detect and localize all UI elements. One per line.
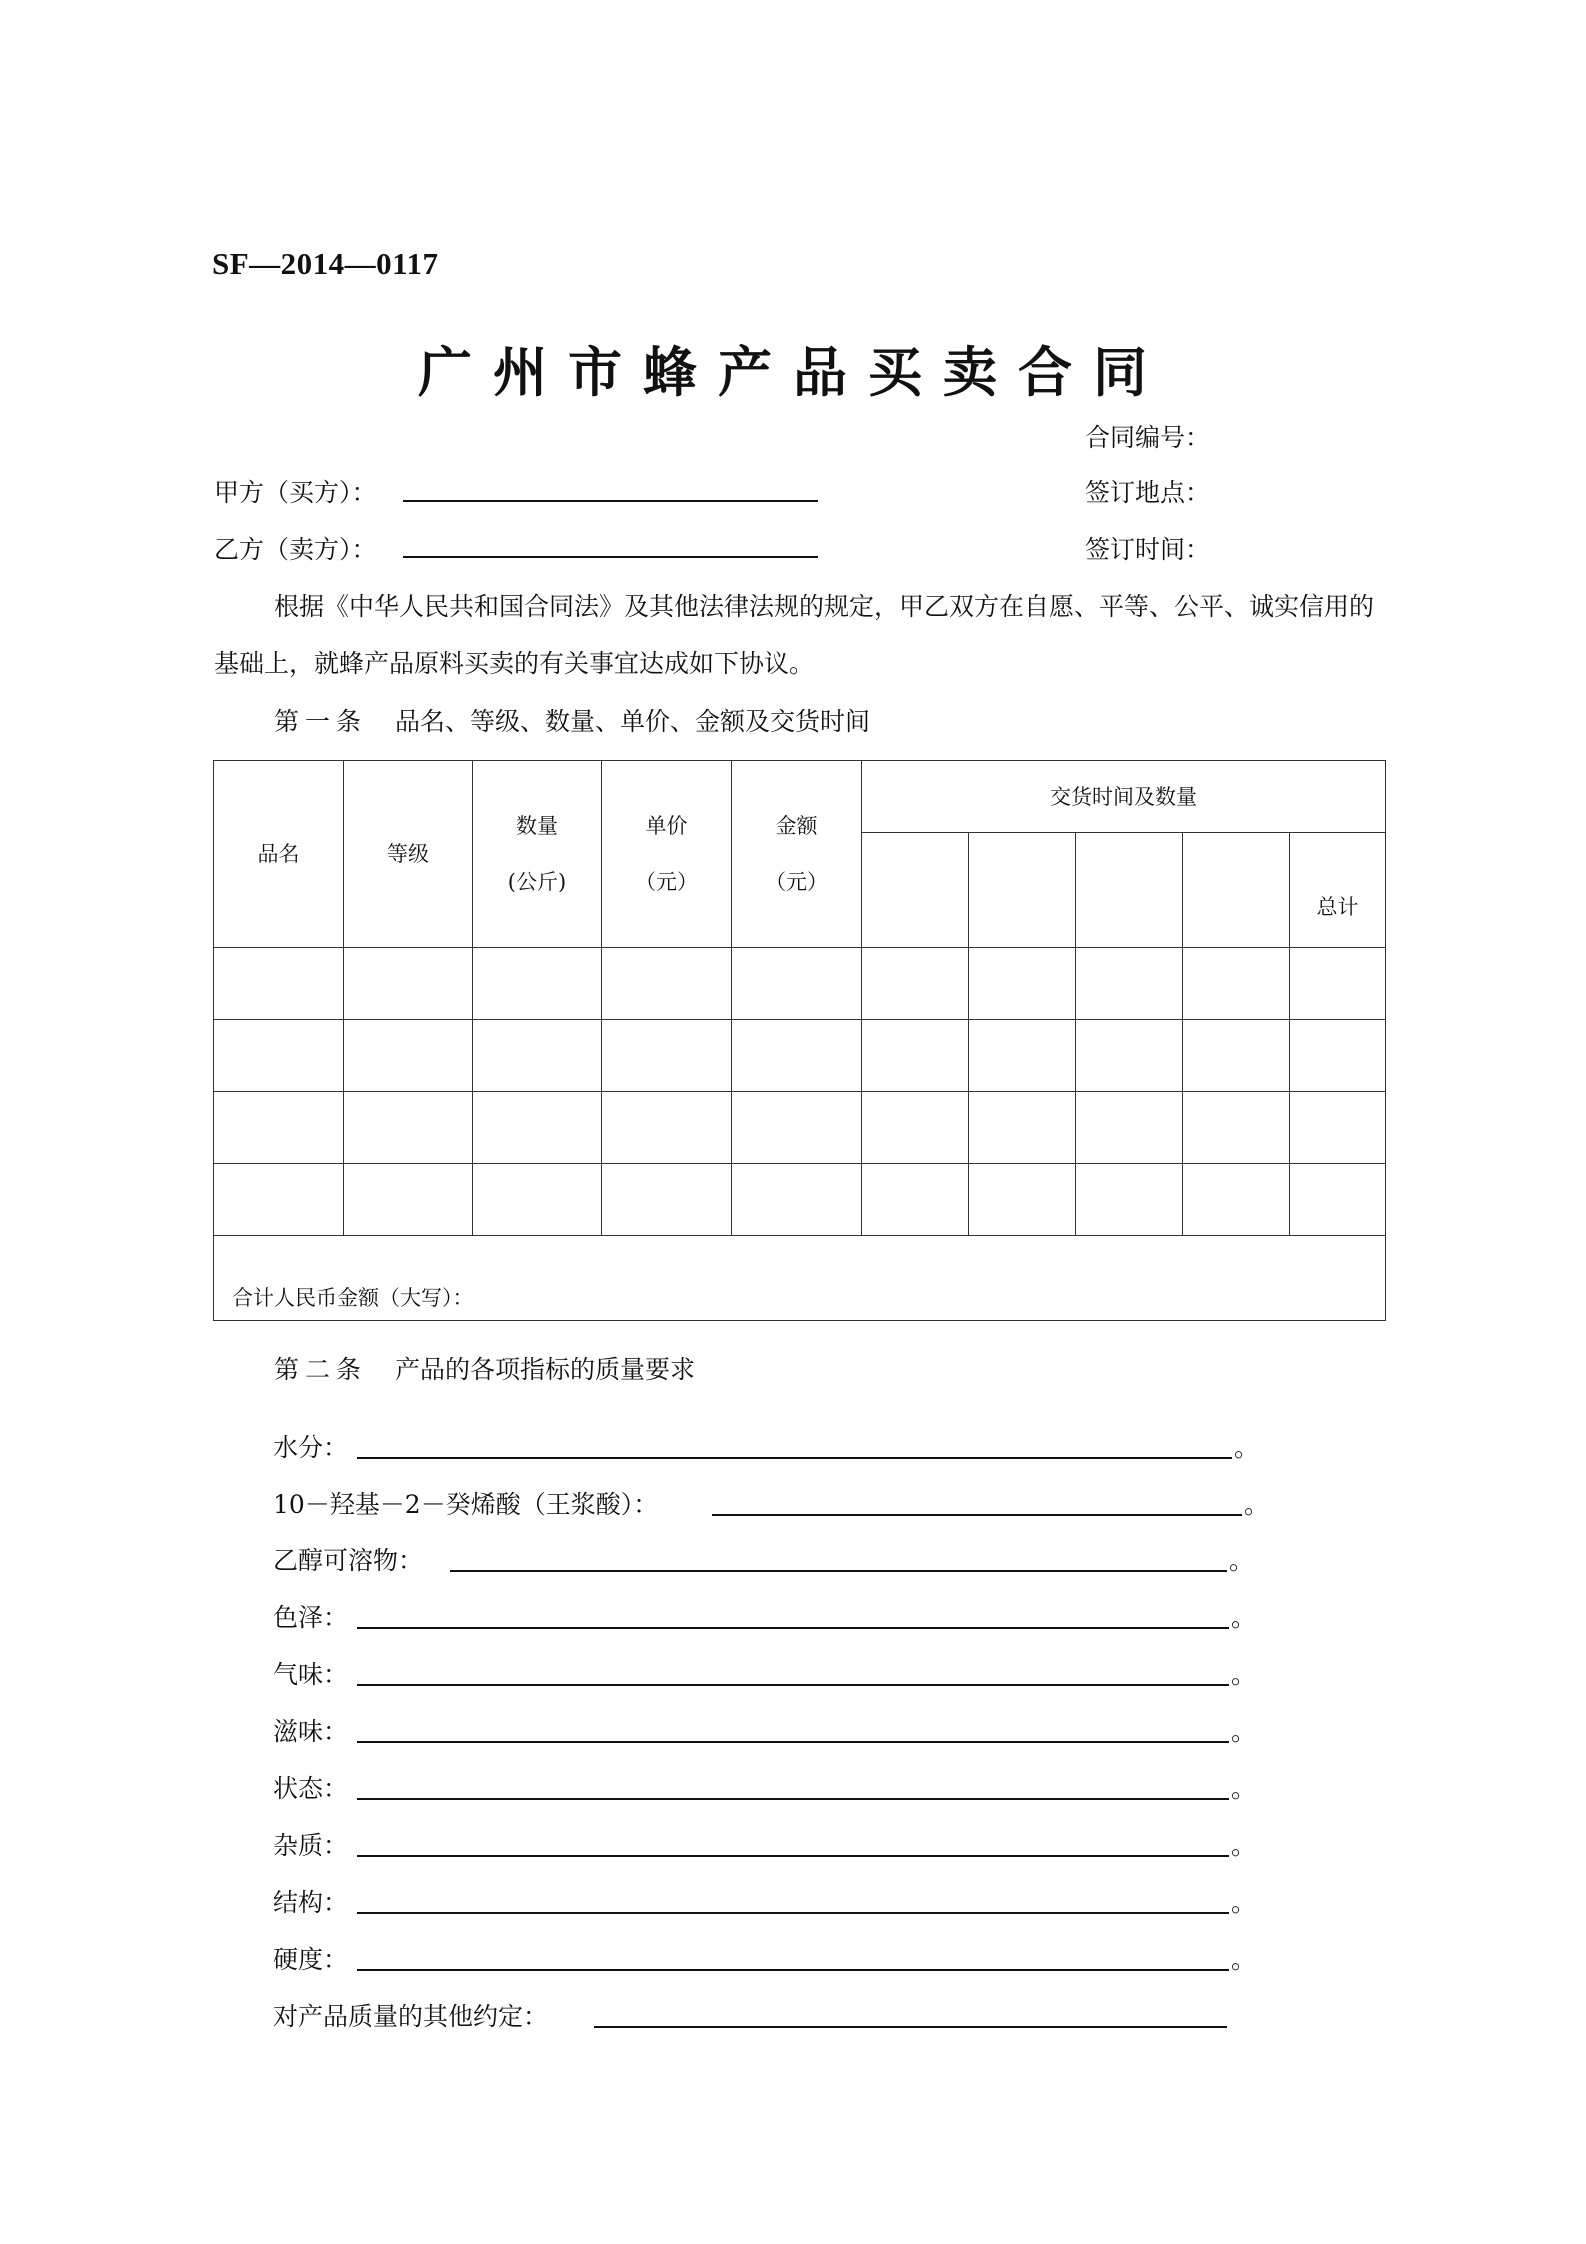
- intro-paragraph: 根据《中华人民共和国合同法》及其他法律法规的规定，甲乙双方在自愿、平等、公平、诚实信用的基础上，就蜂产品原料买卖的有关事宜达成如下协议。: [214, 592, 1375, 678]
- quality-structure: 结构：: [273, 1888, 349, 1917]
- contract-no-label: 合同编号：: [1085, 423, 1211, 452]
- hardness-field[interactable]: [357, 1969, 1229, 1971]
- signing-place-label: 签订地点：: [1085, 478, 1211, 507]
- table-row: [214, 1020, 1386, 1092]
- party-b-label: 乙方（卖方）：: [214, 535, 377, 564]
- document-code: SF—2014—0117: [212, 246, 439, 281]
- color-field[interactable]: [357, 1627, 1229, 1629]
- signing-time-label: 签订时间：: [1085, 535, 1211, 564]
- header-quantity: 数量 (公斤): [473, 761, 602, 948]
- header-delivery: 交货时间及数量: [862, 761, 1386, 833]
- table-row: [214, 948, 1386, 1020]
- header-unit-price: 单价 （元）: [602, 761, 732, 948]
- impurities-field[interactable]: [357, 1855, 1229, 1857]
- ethanol-soluble-field[interactable]: [450, 1570, 1227, 1572]
- state-field[interactable]: [357, 1798, 1229, 1800]
- header-total: 总计: [1290, 833, 1386, 948]
- quality-state: 状态：: [273, 1774, 349, 1803]
- delivery-col-1[interactable]: [862, 833, 969, 948]
- party-a-label: 甲方（买方）：: [214, 478, 377, 507]
- table-row: [214, 1164, 1386, 1236]
- structure-field[interactable]: [357, 1912, 1229, 1914]
- quality-other-terms: 对产品质量的其他约定：: [273, 2002, 549, 2031]
- delivery-col-4[interactable]: [1183, 833, 1290, 948]
- quality-taste: 滋味：: [273, 1717, 349, 1746]
- table-row: [214, 1092, 1386, 1164]
- article-1-text: 品名、等级、数量、单价、金额及交货时间: [395, 707, 871, 736]
- article-2-text: 产品的各项指标的质量要求: [395, 1355, 696, 1384]
- article-2-number: 第二条: [274, 1355, 368, 1384]
- quality-hardness: 硬度：: [273, 1945, 349, 1974]
- header-amount: 金额 （元）: [732, 761, 862, 948]
- header-product-name: 品名: [214, 761, 344, 948]
- quality-impurities: 杂质：: [273, 1831, 349, 1860]
- quality-10-hda: 10－羟基－2－癸烯酸（王浆酸）：: [273, 1490, 659, 1519]
- party-b-field[interactable]: [403, 556, 818, 558]
- quality-moisture: 水分：: [273, 1433, 349, 1462]
- other-terms-field[interactable]: [594, 2026, 1227, 2028]
- article-1-heading: [274, 702, 870, 738]
- header-grade: 等级: [344, 761, 473, 948]
- quality-odor: 气味：: [273, 1660, 349, 1689]
- delivery-col-2[interactable]: [969, 833, 1076, 948]
- delivery-col-3[interactable]: [1076, 833, 1183, 948]
- product-table: [213, 760, 1386, 1321]
- party-a-field[interactable]: [403, 500, 818, 502]
- page-title: 广州市蜂产品买卖合同: [418, 340, 1168, 404]
- quality-ethanol-soluble: 乙醇可溶物：: [273, 1546, 424, 1575]
- quality-color: 色泽：: [273, 1603, 349, 1632]
- 10-hda-field[interactable]: [712, 1514, 1242, 1516]
- article-2-heading: [274, 1350, 695, 1386]
- table-total-amount[interactable]: 合计人民币金额（大写）：: [214, 1236, 1386, 1321]
- moisture-field[interactable]: [357, 1457, 1232, 1459]
- article-1-number: 第一条: [274, 707, 368, 736]
- odor-field[interactable]: [357, 1684, 1229, 1686]
- taste-field[interactable]: [357, 1741, 1229, 1743]
